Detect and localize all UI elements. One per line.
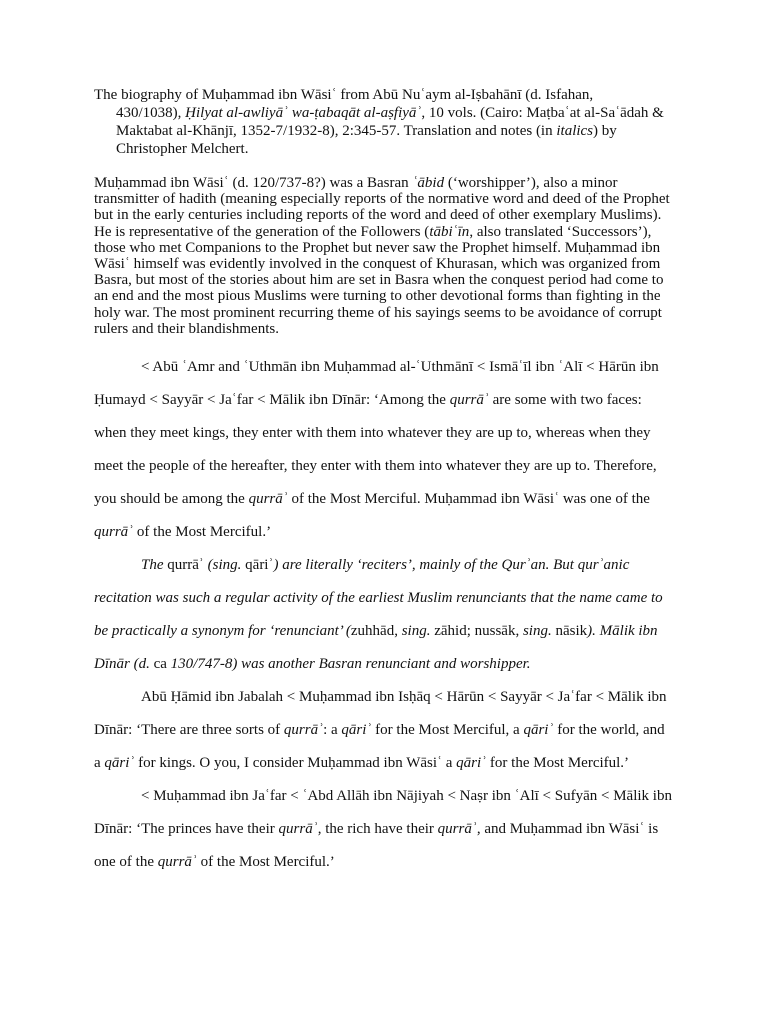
term-tabiin: tābiʿīn	[429, 223, 470, 240]
term-qari: qāriʾ	[341, 722, 372, 739]
note-text: 130/747-8) was another Basran renunciant and worshipper.	[166, 656, 531, 673]
term-qari: qāriʾ	[245, 557, 274, 574]
note-text: sing.	[397, 623, 435, 640]
citation-text: , 10 vols. (Cairo: Maṭbaʿat al-Saʿādah & Maktabat al-Khānjī, 1352-7/1932-8), 2:345-57. Translation and notes (in	[116, 105, 664, 139]
term-qurra: qurrāʾ	[94, 524, 134, 541]
citation-continuation	[94, 104, 672, 158]
italics-word: italics	[556, 123, 594, 139]
term-qari: qāriʾ	[104, 755, 135, 772]
term-zuhhad: zuhhād,	[350, 623, 398, 640]
translator-note-paragraph	[94, 549, 672, 681]
report-text: , and Muḥammad ibn Wāsiʿ is one of the	[94, 821, 659, 871]
term-nasik: nāsik	[555, 623, 588, 640]
report-text: for the Most Merciful.’	[486, 755, 630, 772]
report-paragraph-1	[94, 351, 672, 549]
report-paragraph-2	[94, 681, 672, 780]
term-qurra: qurrāʾ	[157, 854, 197, 871]
term-qurra: qurrāʾ	[449, 392, 489, 409]
intro-text: Muḥammad ibn Wāsiʿ (d. 120/737-8?) was a Basran	[94, 175, 413, 191]
note-text: sing.	[519, 623, 556, 640]
term-abid: ʿābid	[412, 175, 445, 191]
term-qurra: qurrāʾ	[437, 821, 477, 838]
intro-text: , also translated ‘Successors’), those who met Companions to the Prophet but never saw the Prophet himself. Muḥammad ibn Wāsiʿ himself was evidently involved in the conquest of Khurasan, which was organized from Basra, but most of the stories about him are set in Basra when the conquest period had come to an end and the most pious Muslims were turning to other devotional forms than fighting in the holy war. The most prominent recurring theme of his sayings seems to be avoidance of corrupt rulers and their blandishments.	[94, 223, 664, 337]
term-qurra: qurrāʾ	[278, 821, 318, 838]
report-text: of the Most Merciful. Muḥammad ibn Wāsiʿ was one of the	[287, 491, 650, 508]
note-text: The	[141, 557, 164, 574]
note-text: ). Mālik ibn Dīnār (d.	[94, 623, 658, 673]
report-text: of the Most Merciful.’	[133, 524, 272, 541]
term-qurra: qurrāʾ	[248, 491, 288, 508]
term-qari: qāriʾ	[456, 755, 487, 772]
note-ca: ca	[153, 656, 167, 673]
report-text: for the Most Merciful, a	[371, 722, 524, 739]
book-title: Ḥilyat al-awliyāʾ wa-ṭabaqāt al-aṣfiyāʾ	[185, 105, 422, 121]
citation-text: 430/1038),	[116, 105, 186, 121]
citation-first-line: The biography of Muḥammad ibn Wāsiʿ from Abū Nuʿaym al-Iṣbahānī (d. Isfahan,	[94, 87, 594, 103]
report-text: for kings. O you, I consider Muḥammad ibn Wāsiʿ a	[134, 755, 457, 772]
bibliographic-citation	[94, 86, 672, 158]
report-text: : a	[323, 722, 342, 739]
report-paragraph-3	[94, 780, 672, 879]
note-text: ) are literally ‘reciters’, mainly of the Qurʾan. But qurʾanic recitation was such a regular activity of the earliest Muslim renunciants that the name came to be practically a synonym for ‘renunciant’ (	[94, 557, 663, 640]
introduction-paragraph	[94, 175, 672, 337]
term-qari: qāriʾ	[523, 722, 554, 739]
report-text: for the world, and a	[94, 722, 665, 772]
term-zahid: zāhid; nussāk,	[434, 623, 520, 640]
report-text: , the rich have their	[317, 821, 438, 838]
report-text: < Abū ʿAmr and ʿUthmān ibn Muḥammad al-ʿUthmānī < Ismāʿīl ibn ʿAlī < Hārūn ibn Ḥumayd < Sayyār < Jaʿfar < Mālik ibn Dīnār: ‘Among the	[94, 359, 659, 409]
report-text: of the Most Merciful.’	[196, 854, 335, 871]
intro-text: (‘worshipper’), also a minor transmitter of hadith (meaning especially reports of the normative word and deed of the Prophet but in the early centuries including reports of the word and deed of other exemplary Muslims). He is representative of the generation of the Followers (	[94, 175, 670, 240]
report-text: are some with two faces: when they meet kings, they enter with them into whatever they are up to, whereas when they meet the people of the hereafter, they enter with them into whatever they are up to. Therefore, you should be among the	[94, 392, 657, 508]
report-text: < Muḥammad ibn Jaʿfar < ʿAbd Allāh ibn Nājiyah < Naṣr ibn ʿAlī < Sufyān < Mālik ibn Dīnār: ‘The princes have their	[94, 788, 672, 838]
term-qurra: qurrāʾ	[283, 722, 324, 739]
note-text: (sing.	[207, 557, 246, 574]
citation-text: ) by Christopher Melchert.	[116, 123, 617, 157]
term-qurra: qurrāʾ	[163, 557, 208, 574]
report-text: Abū Ḥāmid ibn Jabalah < Muḥammad ibn Isḥāq < Hārūn < Sayyār < Jaʿfar < Mālik ibn Dīnār: ‘There are three sorts of	[94, 689, 667, 739]
